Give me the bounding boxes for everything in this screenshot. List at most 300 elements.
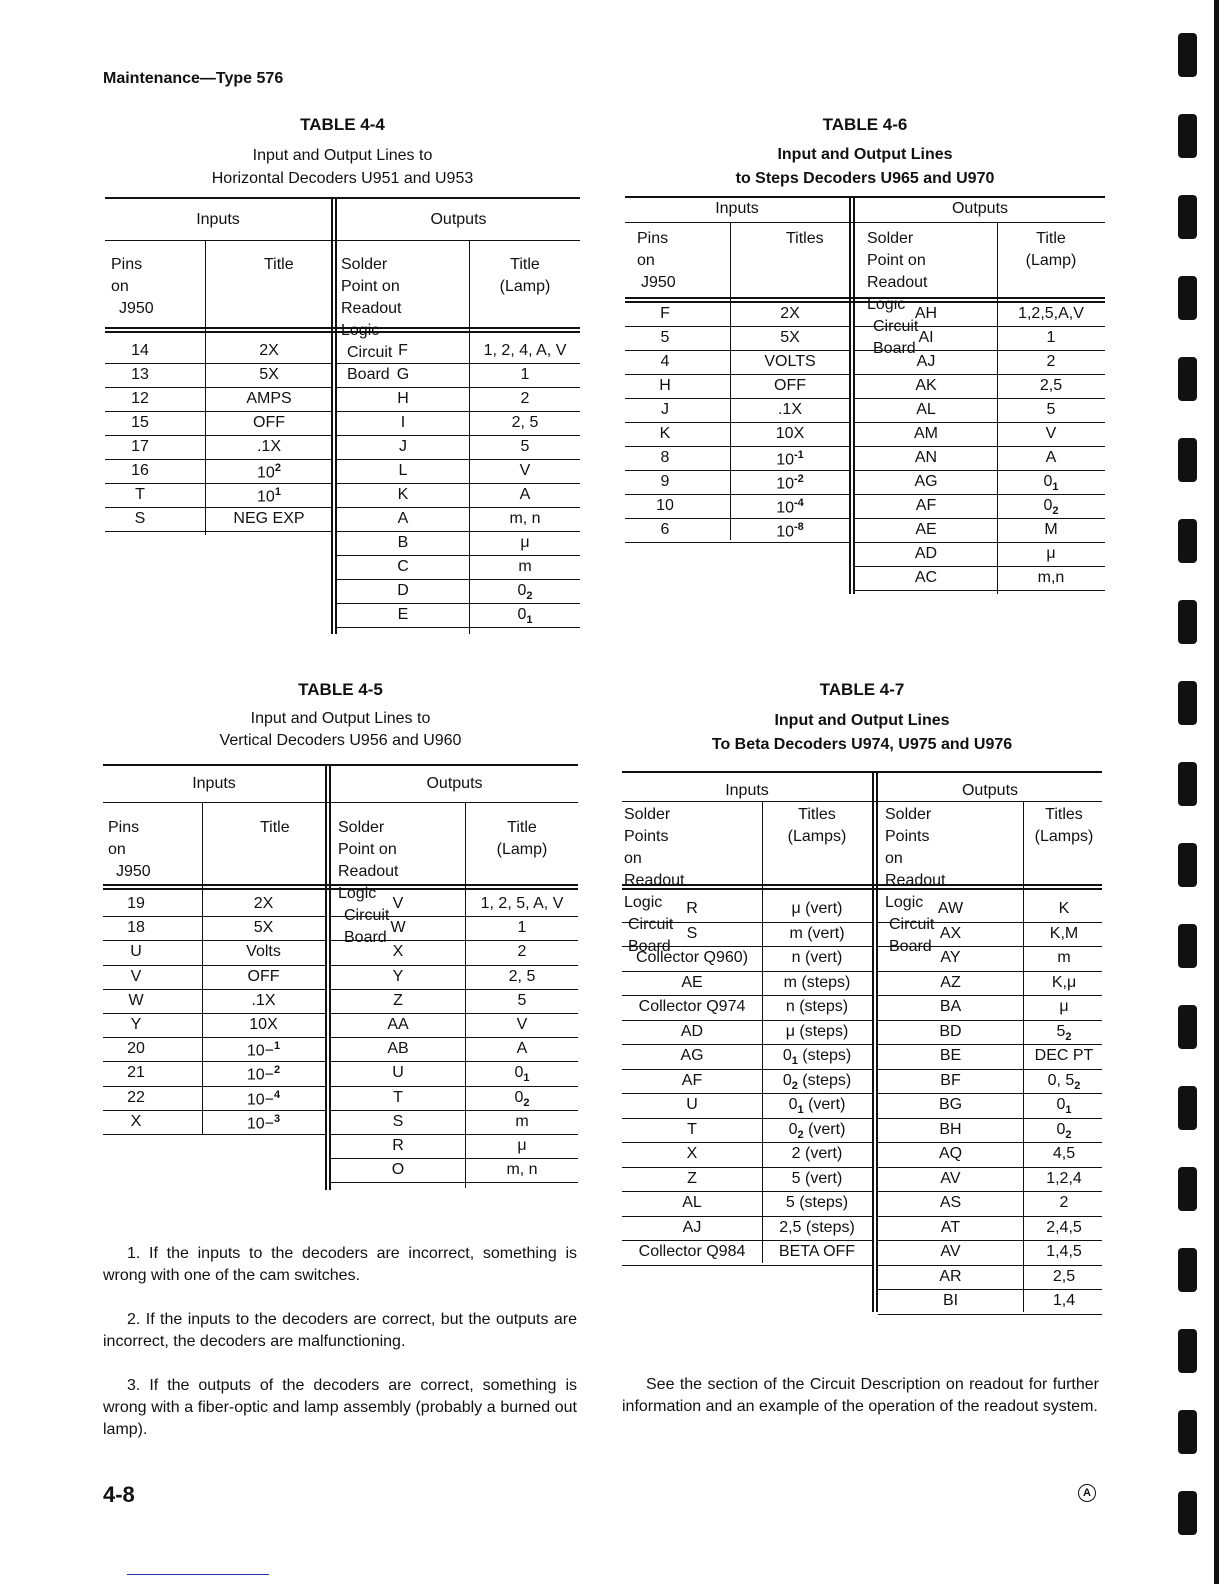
- row-rule: [625, 398, 849, 399]
- group-header-outputs: Outputs: [426, 775, 483, 792]
- row-rule: [337, 627, 580, 628]
- output-lamp-cell: $0_1$: [1043, 473, 1059, 494]
- row-rule: [622, 1216, 872, 1217]
- input-title-cell: OFF: [253, 414, 285, 431]
- note-3: 3. If the outputs of the decoders are correct, something is wrong with a fiber-optic and lamp assembly (probably a burned out lamp).: [103, 1377, 577, 1438]
- output-solder-cell: L: [398, 462, 408, 479]
- input-title-cell: 5X: [780, 329, 800, 346]
- row-rule: [622, 1265, 872, 1266]
- input-title-cell: 10−$^2$: [246, 1064, 281, 1084]
- row-rule: [337, 483, 580, 484]
- output-lamp-cell: 1,2,5,A,V: [1018, 305, 1084, 322]
- row-rule: [622, 1167, 872, 1168]
- binding-mark: [1178, 33, 1197, 77]
- table-4-5-subtitle-line2: Vertical Decoders U956 and U960: [219, 732, 462, 749]
- row-rule: [103, 965, 325, 966]
- group-header-inputs: Inputs: [715, 200, 759, 217]
- output-solder-cell: AR: [939, 1267, 962, 1285]
- output-solder-cell: X: [392, 943, 404, 961]
- output-solder-cell: AD: [914, 545, 938, 562]
- input-title-cell: AMPS: [246, 390, 292, 407]
- row-rule: [625, 470, 849, 471]
- output-lamp-cell: m,n: [1037, 569, 1065, 586]
- input-key-cell: J: [661, 401, 669, 418]
- row-rule: [878, 922, 1102, 923]
- output-lamp-cell: 5: [517, 991, 527, 1009]
- row-rule: [878, 1216, 1102, 1217]
- output-lamp-cell: 1: [520, 366, 530, 383]
- input-key-cell: 12: [131, 390, 149, 407]
- input-title-cell: n (steps): [785, 998, 849, 1015]
- input-title-cell: $0_1$ (vert): [788, 1096, 846, 1117]
- input-key-cell: 19: [127, 895, 145, 912]
- output-lamp-cell: 2,5: [1039, 377, 1063, 394]
- group-header-inputs: Inputs: [192, 775, 236, 792]
- table-4-5-subtitle-line1: Input and Output Lines to: [250, 710, 431, 727]
- output-lamp-cell: M: [1044, 521, 1058, 538]
- input-title-cell: 2X: [259, 342, 279, 359]
- row-rule: [622, 1142, 872, 1143]
- input-title-cell: 10−$^4$: [246, 1088, 281, 1108]
- note-2: 2. If the inputs to the decoders are correct, but the outputs are incorrect, the decoders are malfunctioning.: [103, 1311, 577, 1350]
- row-rule: [878, 1167, 1102, 1168]
- row-rule: [331, 916, 578, 917]
- input-title-cell: 10X: [775, 425, 805, 442]
- table-header-rule: [622, 884, 1102, 890]
- input-key-cell: 16: [131, 462, 149, 479]
- row-rule: [103, 1110, 325, 1111]
- table-4-7-subtitle-line1: Input and Output Lines: [774, 712, 950, 729]
- input-key-cell: U: [686, 1096, 698, 1113]
- row-rule: [103, 1086, 325, 1087]
- table-4-5-number: TABLE 4-5: [298, 680, 383, 699]
- output-lamp-cell: m, n: [506, 1161, 538, 1179]
- output-lamp-cell: 5: [520, 438, 530, 455]
- input-key-cell: Collector Q960): [635, 949, 749, 966]
- input-title-cell: μ (vert): [791, 900, 843, 917]
- output-solder-cell: BF: [940, 1071, 961, 1089]
- row-rule: [331, 1086, 578, 1087]
- output-lamp-cell: 1: [517, 919, 527, 937]
- row-rule: [622, 1069, 872, 1070]
- row-rule: [337, 411, 580, 412]
- output-solder-cell: K: [397, 486, 409, 503]
- binding-mark: [1178, 1491, 1197, 1535]
- page-number: 4-8: [103, 1482, 135, 1507]
- input-key-cell: R: [686, 900, 698, 917]
- output-lamp-cell: DEC PT: [1034, 1047, 1094, 1064]
- output-solder-cell: AS: [939, 1194, 962, 1211]
- input-title-cell: $0_2$ (steps): [782, 1071, 852, 1092]
- input-key-cell: 21: [127, 1064, 145, 1082]
- table-4-7-number: TABLE 4-7: [819, 680, 905, 699]
- input-key-cell: 14: [131, 342, 149, 359]
- output-solder-cell: Z: [393, 991, 403, 1009]
- binding-mark: [1178, 1005, 1197, 1049]
- row-rule: [622, 1044, 872, 1045]
- output-lamp-cell: 1,2,4: [1046, 1169, 1082, 1187]
- see-also-paragraph: See the section of the Circuit Description on readout for further information and an example of the operation of the readout system.: [622, 1376, 1099, 1415]
- input-key-cell: K: [659, 425, 671, 442]
- output-solder-cell: BI: [942, 1292, 959, 1309]
- output-lamp-cell: 1,4,5: [1046, 1243, 1082, 1260]
- output-lamp-cell: 2: [517, 943, 527, 961]
- output-lamp-cell: μ: [1059, 998, 1069, 1015]
- row-rule: [878, 1069, 1102, 1070]
- row-rule: [337, 579, 580, 580]
- row-rule: [105, 363, 331, 364]
- input-key-cell: T: [135, 486, 145, 503]
- input-title-cell: m (steps): [783, 973, 851, 991]
- output-solder-cell: W: [390, 919, 406, 937]
- output-lamp-cell: 1: [1046, 329, 1056, 346]
- output-lamp-cell: μ: [1046, 545, 1056, 562]
- input-key-cell: 18: [127, 919, 145, 937]
- output-solder-cell: AE: [915, 521, 937, 538]
- row-rule: [878, 1240, 1102, 1241]
- row-rule: [105, 387, 331, 388]
- output-lamp-cell: μ: [520, 534, 530, 551]
- output-lamp-cell: m: [1057, 949, 1071, 966]
- row-rule: [103, 940, 325, 941]
- binding-mark: [1178, 438, 1197, 482]
- output-solder-cell: B: [397, 534, 409, 551]
- input-key-cell: 20: [127, 1040, 145, 1058]
- input-key-cell: 17: [131, 438, 149, 455]
- row-rule: [337, 555, 580, 556]
- output-solder-cell: G: [396, 366, 410, 383]
- col-header-pins: Pins on J950: [637, 230, 676, 291]
- table-rule: [105, 240, 580, 241]
- binding-mark: [1178, 924, 1197, 968]
- table-4-4-subtitle-line2: Horizontal Decoders U951 and U953: [211, 170, 474, 187]
- row-rule: [331, 965, 578, 966]
- input-title-cell: .1X: [256, 438, 281, 455]
- output-solder-cell: I: [400, 414, 406, 431]
- row-rule: [878, 971, 1102, 972]
- row-rule: [622, 1191, 872, 1192]
- row-rule: [337, 435, 580, 436]
- input-key-cell: 10: [656, 497, 674, 514]
- row-rule: [625, 446, 849, 447]
- output-solder-cell: AT: [940, 1218, 961, 1236]
- output-lamp-cell: 1, 2, 5, A, V: [480, 895, 564, 912]
- input-key-cell: 13: [131, 366, 149, 383]
- row-rule: [622, 1020, 872, 1021]
- output-solder-cell: AW: [937, 900, 964, 917]
- row-rule: [855, 566, 1105, 567]
- output-solder-cell: AB: [387, 1040, 409, 1058]
- row-rule: [855, 374, 1105, 375]
- output-lamp-cell: 0, $5_2$: [1047, 1071, 1081, 1092]
- row-rule: [855, 326, 1105, 327]
- binding-mark: [1178, 1086, 1197, 1130]
- input-key-cell: AF: [681, 1071, 703, 1089]
- output-lamp-cell: 1,4: [1052, 1292, 1076, 1309]
- col-header-solder-point: Solder Point on Readout Logic Circuit Board: [341, 256, 402, 383]
- input-title-cell: BETA OFF: [778, 1243, 856, 1260]
- col-header-lamp: Title (Lamp): [496, 819, 548, 858]
- binding-mark: [1178, 276, 1197, 320]
- input-title-cell: $0_2$ (vert): [788, 1120, 846, 1141]
- col-header-solder-point: Solder Point on Readout Logic Circuit Board: [338, 819, 399, 946]
- output-lamp-cell: 2: [1046, 353, 1056, 370]
- input-title-cell: $10^{-2}$: [776, 473, 804, 493]
- input-key-cell: 6: [660, 521, 670, 538]
- table-rule: [622, 771, 1102, 773]
- output-solder-cell: D: [397, 582, 409, 599]
- row-rule: [622, 1118, 872, 1119]
- row-rule: [105, 483, 331, 484]
- row-rule: [878, 1093, 1102, 1094]
- binding-mark: [1178, 1410, 1197, 1454]
- output-lamp-cell: 5: [1046, 401, 1056, 418]
- input-title-cell: 10X: [249, 1016, 278, 1033]
- binding-mark: [1178, 1167, 1197, 1211]
- output-lamp-cell: A: [1045, 449, 1057, 466]
- output-solder-cell: BA: [939, 998, 962, 1015]
- input-title-cell: OFF: [774, 377, 806, 394]
- output-lamp-cell: $0_2$: [517, 582, 533, 603]
- row-rule: [855, 470, 1105, 471]
- row-rule: [855, 494, 1105, 495]
- row-rule: [878, 1265, 1102, 1266]
- output-solder-cell: BE: [939, 1047, 962, 1064]
- col-header-output-solder-points: Solder Points on Readout Logic Circuit Board: [885, 806, 946, 955]
- output-solder-cell: R: [392, 1137, 404, 1154]
- group-header-inputs: Inputs: [725, 782, 769, 799]
- table-4-6-subtitle-line1: Input and Output Lines: [777, 146, 953, 163]
- row-rule: [855, 542, 1105, 543]
- output-solder-cell: AH: [914, 305, 938, 322]
- output-solder-cell: Y: [392, 967, 404, 985]
- output-lamp-cell: V: [1045, 425, 1057, 442]
- binding-mark: [1178, 600, 1197, 644]
- row-rule: [625, 350, 849, 351]
- running-head: Maintenance—Type 576: [103, 70, 284, 87]
- row-rule: [878, 1142, 1102, 1143]
- binding-mark: [1178, 762, 1197, 806]
- input-key-cell: AG: [680, 1047, 704, 1064]
- note-1: 1. If the inputs to the decoders are incorrect, something is wrong with one of the cam switches.: [103, 1245, 577, 1284]
- row-rule: [622, 1093, 872, 1094]
- output-solder-cell: BH: [939, 1120, 962, 1138]
- row-rule: [331, 1110, 578, 1111]
- row-rule: [337, 387, 580, 388]
- row-rule: [331, 1037, 578, 1038]
- output-solder-cell: AM: [914, 425, 938, 442]
- input-key-cell: U: [130, 943, 142, 961]
- input-key-cell: X: [130, 1112, 142, 1130]
- row-rule: [622, 971, 872, 972]
- output-solder-cell: AA: [387, 1016, 409, 1033]
- input-key-cell: AJ: [682, 1218, 702, 1236]
- output-solder-cell: J: [399, 438, 407, 455]
- input-title-cell: .1X: [251, 991, 276, 1009]
- row-rule: [331, 1134, 578, 1135]
- row-rule: [855, 590, 1105, 591]
- col-header-input-solder-points: Solder Points on Readout Logic Circuit Board: [624, 806, 685, 955]
- input-title-cell: OFF: [247, 967, 280, 985]
- row-rule: [855, 446, 1105, 447]
- output-solder-cell: AC: [914, 569, 938, 586]
- input-title-cell: m (vert): [789, 924, 845, 942]
- binding-mark: [1178, 843, 1197, 887]
- row-rule: [878, 1118, 1102, 1119]
- group-header-inputs: Inputs: [196, 211, 240, 228]
- output-lamp-cell: 1, 2, 4, A, V: [483, 342, 567, 359]
- input-key-cell: F: [660, 305, 670, 322]
- table-4-4-subtitle-line1: Input and Output Lines to: [252, 147, 433, 164]
- output-lamp-cell: $0_2$: [1043, 497, 1059, 518]
- row-rule: [105, 459, 331, 460]
- row-rule: [103, 989, 325, 990]
- input-title-cell: VOLTS: [764, 353, 816, 370]
- input-title-cell: 10−$^1$: [246, 1040, 281, 1060]
- output-lamp-cell: V: [516, 1016, 528, 1033]
- input-title-cell: n (vert): [791, 949, 843, 966]
- output-lamp-cell: 2: [1059, 1194, 1069, 1211]
- output-solder-cell: S: [392, 1112, 404, 1130]
- input-key-cell: Collector Q984: [638, 1243, 746, 1260]
- row-rule: [878, 946, 1102, 947]
- row-rule: [622, 995, 872, 996]
- row-rule: [625, 326, 849, 327]
- binding-mark: [1178, 1248, 1197, 1292]
- row-rule: [337, 507, 580, 508]
- input-title-cell: 5 (vert): [791, 1169, 843, 1187]
- output-solder-cell: O: [391, 1161, 405, 1179]
- output-lamp-cell: $0_2$: [1056, 1120, 1072, 1141]
- row-rule: [105, 507, 331, 508]
- row-rule: [337, 363, 580, 364]
- input-title-cell: 2 (vert): [791, 1145, 843, 1162]
- input-key-cell: Z: [687, 1169, 697, 1187]
- table-rule: [103, 764, 578, 766]
- input-key-cell: 8: [660, 449, 670, 466]
- col-header-output-titles: Titles (Lamps): [1034, 806, 1094, 845]
- row-rule: [625, 518, 849, 519]
- input-key-cell: T: [687, 1120, 697, 1138]
- output-lamp-cell: 2: [520, 390, 530, 407]
- table-4-4-number: TABLE 4-4: [300, 115, 385, 134]
- output-solder-cell: AN: [914, 449, 938, 466]
- input-title-cell: 5X: [259, 366, 279, 383]
- output-solder-cell: C: [397, 558, 409, 575]
- row-rule: [622, 946, 872, 947]
- row-rule: [855, 518, 1105, 519]
- row-rule: [331, 1158, 578, 1159]
- table-4-7-subtitle-line2: To Beta Decoders U974, U975 and U976: [711, 736, 1013, 753]
- output-solder-cell: AJ: [916, 353, 936, 370]
- output-solder-cell: AZ: [940, 973, 961, 991]
- input-title-cell: $10^{-8}$: [776, 521, 804, 541]
- input-title-cell: $0_1$ (steps): [782, 1047, 852, 1068]
- input-title-cell: $10^1$: [257, 486, 281, 506]
- input-key-cell: 15: [131, 414, 149, 431]
- input-key-cell: S: [686, 924, 698, 942]
- row-rule: [625, 374, 849, 375]
- output-lamp-cell: $0_1$: [517, 606, 533, 627]
- table-4-6-number: TABLE 4-6: [822, 115, 908, 134]
- input-key-cell: X: [686, 1145, 698, 1162]
- binding-mark: [1178, 1329, 1197, 1373]
- binding-mark: [1178, 681, 1197, 725]
- col-header-lamp: Title (Lamp): [1025, 230, 1077, 269]
- input-key-cell: AL: [682, 1194, 702, 1211]
- row-rule: [337, 459, 580, 460]
- row-rule: [103, 1061, 325, 1062]
- col-header-lamp: Title (Lamp): [499, 256, 551, 295]
- output-solder-cell: AL: [916, 401, 936, 418]
- input-title-cell: $10^2$: [257, 462, 281, 482]
- output-solder-cell: A: [397, 510, 409, 527]
- table-header-rule: [625, 297, 1105, 303]
- output-lamp-cell: m: [515, 1112, 529, 1130]
- input-key-cell: AE: [681, 973, 703, 991]
- output-solder-cell: U: [392, 1064, 404, 1082]
- input-title-cell: Volts: [246, 943, 281, 961]
- output-lamp-cell: A: [519, 486, 531, 503]
- input-title-cell: 2X: [253, 895, 274, 912]
- output-solder-cell: T: [393, 1088, 403, 1106]
- output-solder-cell: AX: [939, 924, 962, 942]
- output-lamp-cell: 4,5: [1052, 1145, 1076, 1162]
- output-solder-cell: E: [397, 606, 409, 623]
- output-solder-cell: AF: [915, 497, 937, 514]
- output-lamp-cell: $0_1$: [514, 1064, 530, 1085]
- output-lamp-cell: m: [518, 558, 532, 575]
- col-header-pins: Pins on J950: [111, 256, 154, 317]
- input-key-cell: 5: [660, 329, 670, 346]
- row-rule: [103, 1013, 325, 1014]
- input-title-cell: 2X: [780, 305, 800, 322]
- divider: [127, 1574, 269, 1575]
- input-key-cell: V: [130, 967, 142, 985]
- row-rule: [855, 398, 1105, 399]
- row-rule: [103, 916, 325, 917]
- table-rule: [105, 197, 580, 199]
- row-rule: [855, 350, 1105, 351]
- row-rule: [622, 922, 872, 923]
- output-solder-cell: AI: [918, 329, 934, 346]
- table-4-6-subtitle-line2: to Steps Decoders U965 and U970: [735, 170, 995, 187]
- input-key-cell: W: [128, 991, 144, 1009]
- input-key-cell: 9: [660, 473, 670, 490]
- row-rule: [337, 531, 580, 532]
- input-key-cell: 22: [127, 1088, 145, 1106]
- output-lamp-cell: 2,4,5: [1046, 1218, 1082, 1236]
- row-rule: [331, 1061, 578, 1062]
- row-rule: [878, 1289, 1102, 1290]
- output-solder-cell: AV: [940, 1243, 961, 1260]
- input-title-cell: 2,5 (steps): [779, 1218, 855, 1236]
- output-solder-cell: H: [397, 390, 409, 407]
- row-rule: [331, 1013, 578, 1014]
- output-lamp-cell: K: [1058, 900, 1070, 917]
- binding-mark: [1178, 195, 1197, 239]
- row-rule: [105, 411, 331, 412]
- col-header-input-titles: Titles (Lamps): [787, 806, 847, 845]
- row-rule: [331, 1182, 578, 1183]
- input-title-cell: 10−$^3$: [246, 1112, 281, 1133]
- row-rule: [103, 1134, 325, 1135]
- col-header-titles: Titles: [786, 230, 824, 247]
- output-solder-cell: AY: [940, 949, 961, 966]
- output-lamp-cell: $5_2$: [1056, 1022, 1072, 1043]
- input-title-cell: 5 (steps): [785, 1194, 849, 1211]
- output-solder-cell: AQ: [938, 1145, 963, 1162]
